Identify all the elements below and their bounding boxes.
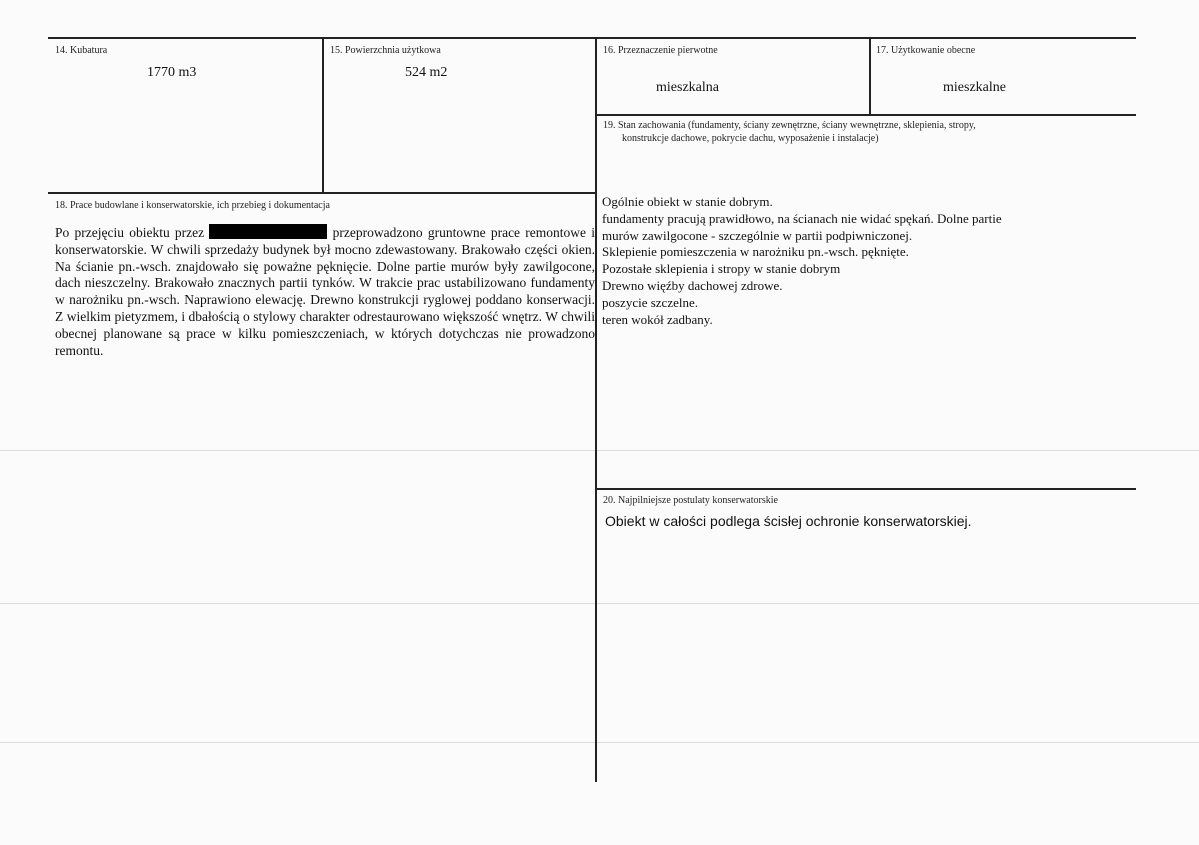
- field-19-label: 19. Stan zachowania (fundamenty, ściany zewnętrzne, ściany wewnętrzne, sklepienia, stropy,: [603, 120, 976, 131]
- field-19-line: fundamenty pracują prawidłowo, na ścianach nie widać spękań. Dolne partie: [602, 210, 1002, 226]
- field-19-text: [602, 194, 1072, 328]
- field-15-label: 15. Powierzchnia użytkowa: [330, 45, 441, 56]
- field-19-label-cont: konstrukcje dachowe, pokrycie dachu, wyposażenie i instalacje): [622, 133, 879, 144]
- table-divider: [595, 37, 597, 782]
- field-17-value: mieszkalne: [943, 80, 1006, 95]
- field-18-text-start: Po przejęciu obiektu przez: [55, 225, 205, 240]
- table-divider: [869, 37, 871, 115]
- field-19-line: poszycie szczelne.: [602, 294, 699, 310]
- table-divider: [595, 114, 1136, 116]
- redaction-block: [209, 224, 327, 239]
- field-14-value: 1770 m3: [147, 65, 197, 80]
- table-divider: [48, 192, 596, 194]
- field-19-line: Pozostałe sklepienia i stropy w stanie dobrym: [602, 261, 841, 277]
- field-15-value: 524 m2: [405, 65, 448, 80]
- field-16-value: mieszkalna: [656, 80, 719, 95]
- field-18-text-rest: przeprowadzono gruntowne prace remontowe i konserwatorskie. W chwili sprzedaży budynek był mocno zdewastowany. Brakowało części okien. Na ścianie pn.-wsch. znajdowało się poważne pęknięcie. Dolne partie murów były zawilgocone, dach nieszczelny. Brakowało znacznych partii tynków. W trakcie prac ustabilizowano fundamenty w narożniku pn.-wsch. Naprawiono elewację. Drewno konstrukcji ryglowej poddano konserwacji. Z wielkim pietyzmem, i dbałością o stylowy charakter odrestaurowano większość wnętrz. W chwili obecnej planowane są prace w kilku pomieszczeniach, w których dotychczas nie prowadzono remontu.: [55, 225, 596, 358]
- field-16-label: 16. Przeznaczenie pierwotne: [603, 45, 718, 56]
- table-border-top: [48, 37, 1136, 39]
- table-divider: [322, 37, 324, 193]
- field-20-label: 20. Najpilniejsze postulaty konserwatorskie: [603, 495, 778, 506]
- field-19-line: Drewno więźby dachowej zdrowe.: [602, 277, 783, 293]
- scan-artifact: [0, 742, 1199, 743]
- table-divider: [595, 488, 1136, 490]
- field-14-label: 14. Kubatura: [55, 45, 108, 56]
- field-18-label: 18. Prace budowlane i konserwatorskie, ich przebieg i dokumentacja: [55, 200, 330, 211]
- field-18-text: [55, 224, 595, 359]
- field-19-line: Ogólnie obiekt w stanie dobrym.: [602, 194, 773, 209]
- field-19-line: murów zawilgocone - szczególnie w partii podpiwniczonej.: [602, 227, 913, 243]
- field-17-label: 17. Użytkowanie obecne: [876, 45, 976, 56]
- field-19-line: teren wokół zadbany.: [602, 311, 713, 327]
- field-19-line: Sklepienie pomieszczenia w narożniku pn.-wsch. pęknięte.: [602, 244, 909, 260]
- scan-artifact: [0, 603, 1199, 604]
- field-20-text: Obiekt w całości podlega ścisłej ochronie konserwatorskiej.: [605, 513, 972, 529]
- scan-artifact: [0, 450, 1199, 451]
